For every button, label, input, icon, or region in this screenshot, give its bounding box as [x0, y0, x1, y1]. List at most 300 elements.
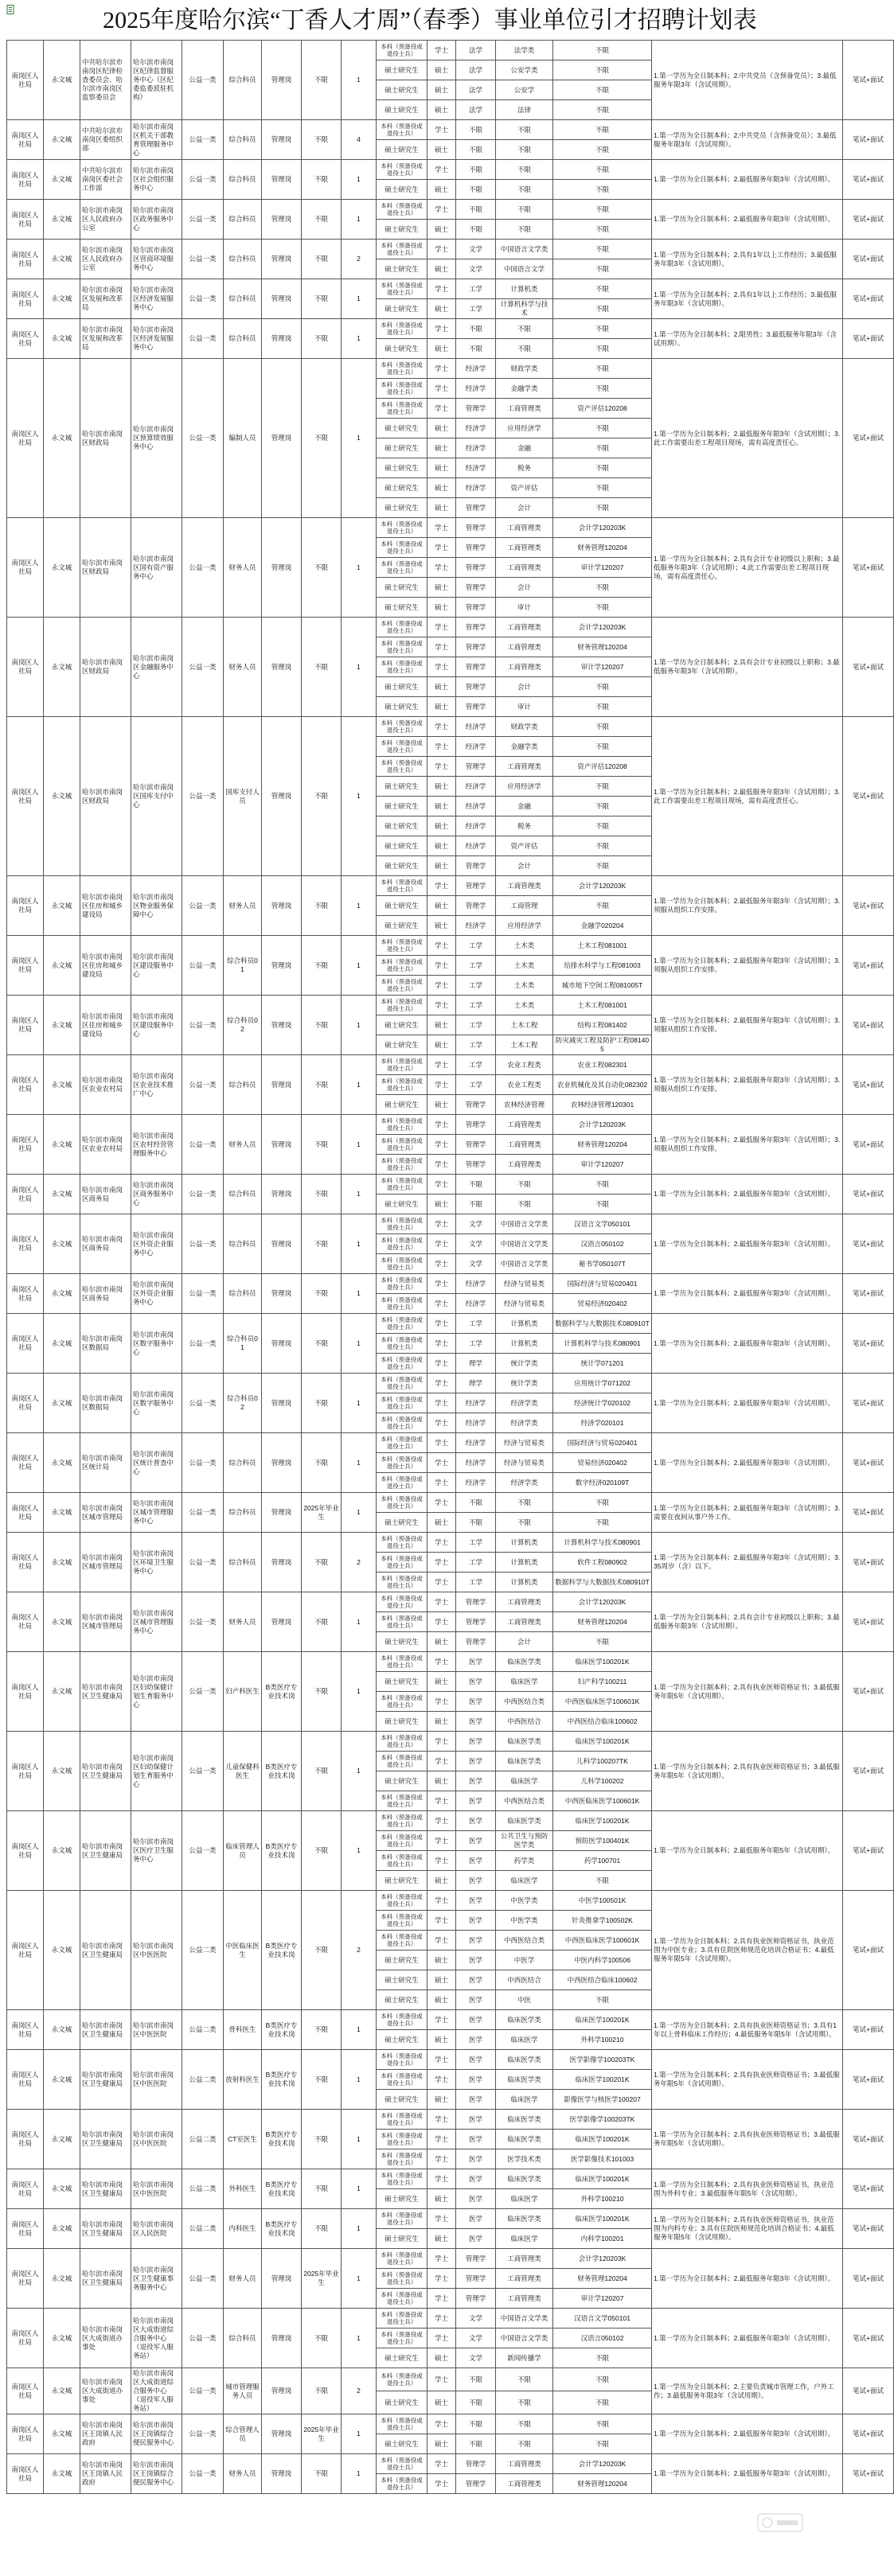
table-cell: 工学 [456, 1314, 496, 1334]
table-cell: 硕士研究生 [377, 1871, 427, 1891]
table-cell: 经济与贸易类 [496, 1274, 553, 1294]
table-cell: 统计学类 [496, 1354, 553, 1374]
table-cell: 笔试+面试 [843, 1732, 894, 1811]
table-cell: 土木类 [496, 956, 553, 976]
table-cell: 1 [342, 1732, 377, 1811]
table-cell: 笔试+面试 [843, 2249, 894, 2309]
table-cell: 不限 [553, 697, 652, 717]
table-cell: 硕士研究生 [377, 60, 427, 80]
table-cell: 本科（预备役或退役士兵） [377, 359, 427, 379]
table-cell: 本科（预备役或退役士兵） [377, 657, 427, 677]
table-cell: 审计学120207 [553, 1155, 652, 1175]
table-cell: 不限 [302, 359, 342, 518]
table-cell: 不限 [553, 578, 652, 598]
table-cell: 学士 [427, 2289, 456, 2309]
table-cell: 临床医学 [496, 2229, 553, 2249]
table-cell: 文学 [456, 240, 496, 259]
table-cell: 工商管理类 [496, 1155, 553, 1175]
table-cell: 不限 [553, 120, 652, 140]
table-cell: 公益一类 [182, 996, 224, 1055]
table-cell: 1 [342, 936, 377, 996]
table-cell: 1 [342, 200, 377, 240]
table-cell: 不限 [553, 200, 652, 220]
table-cell: 医学 [456, 2110, 496, 2130]
table-cell: 医学影像学100203TK [553, 2110, 652, 2130]
table-cell: 中西医临床医学100601K [553, 1791, 652, 1811]
table-cell: 计算机类 [496, 1553, 553, 1572]
table-cell: 临床医学类 [496, 1752, 553, 1771]
table-cell: 中医学 [496, 1951, 553, 1970]
table-cell: 不限 [553, 60, 652, 80]
table-cell: 南岗区人社局 [7, 319, 44, 359]
table-cell: 1.第一学历为全日制本科；2.具有1年以上工作经历；3.最低服务年限3年（含试用期）。 [652, 279, 843, 319]
table-cell: 硕士研究生 [377, 896, 427, 916]
table-cell: 管理学 [456, 2269, 496, 2289]
table-row [7, 2169, 894, 2189]
table-cell: 不限 [302, 1732, 342, 1811]
table-cell: 公共卫生与预防医学类 [496, 1831, 553, 1851]
table-cell: 1 [342, 1274, 377, 1314]
table-cell: 哈尔滨市南岗区数字服务中心 [131, 1374, 182, 1433]
table-cell: 硕士 [427, 797, 456, 816]
table-cell: 工商管理类 [496, 2269, 553, 2289]
table-cell: 中共哈尔滨市南岗区纪律检查委员会、哈尔滨市南岗区监察委员会 [80, 41, 131, 120]
table-cell: 哈尔滨市南岗区中医医院 [131, 2050, 182, 2110]
table-cell: 中西医结合类 [496, 1791, 553, 1811]
table-cell: 不限 [302, 1115, 342, 1175]
table-cell: 本科（预备役或退役士兵） [377, 1234, 427, 1254]
table-row [7, 359, 894, 379]
table-cell: 学士 [427, 2149, 456, 2169]
table-cell: 硕士研究生 [377, 856, 427, 876]
table-cell: 本科（预备役或退役士兵） [377, 1155, 427, 1175]
table-cell: 1 [342, 41, 377, 120]
table-cell: 哈尔滨市南岗区建设服务中心 [131, 936, 182, 996]
table-cell: 综合科员 [224, 1433, 262, 1493]
table-cell: 不限 [553, 359, 652, 379]
table-cell: 不限 [496, 120, 553, 140]
table-cell: 学士 [427, 1732, 456, 1752]
table-cell: 医学 [456, 1811, 496, 1831]
table-cell: 永文城 [44, 1493, 80, 1533]
table-cell: 临床医学100201K [553, 2010, 652, 2030]
table-cell: 学士 [427, 737, 456, 757]
table-cell: 南岗区人社局 [7, 2414, 44, 2454]
table-cell: 金融学类 [496, 379, 553, 399]
table-cell: 学士 [427, 2070, 456, 2090]
table-cell: 硕士 [427, 578, 456, 598]
table-cell: 不限 [302, 1533, 342, 1592]
table-cell: 本科（预备役或退役士兵） [377, 2368, 427, 2391]
table-cell: 公益一类 [182, 1115, 224, 1175]
table-cell: 公益一类 [182, 2414, 224, 2454]
table-cell: 财务管理120204 [553, 2269, 652, 2289]
table-cell: 综合管理人员 [224, 2414, 262, 2454]
table-cell: 哈尔滨市南岗区医疗卫生服务中心 [131, 1811, 182, 1891]
table-cell: 学士 [427, 717, 456, 737]
table-row [7, 2309, 894, 2329]
table-cell: 学士 [427, 2474, 456, 2494]
table-cell: 学士 [427, 1234, 456, 1254]
table-cell: 本科（预备役或退役士兵） [377, 1354, 427, 1374]
table-cell: 公安学 [496, 80, 553, 100]
table-cell: 本科（预备役或退役士兵） [377, 538, 427, 558]
table-cell: 本科（预备役或退役士兵） [377, 2209, 427, 2229]
table-cell: 工商管理类 [496, 1135, 553, 1155]
table-cell: 本科（预备役或退役士兵） [377, 1294, 427, 1314]
table-cell: 1.第一学历为全日制本科；2.最低服务年限3年（含试用期）。 [652, 2309, 843, 2368]
table-cell: 不限 [553, 498, 652, 518]
table-cell: 1.第一学历为全日制本科；2.最低服务年限3年（含试用期）；3.需要在夜间从事户外工作。 [652, 1493, 843, 1533]
table-cell: 本科（预备役或退役士兵） [377, 637, 427, 657]
table-cell: 哈尔滨市南岗区妇幼保健计划生育服务中心 [131, 1732, 182, 1811]
table-cell: 会计学120203K [553, 1592, 652, 1612]
table-cell: 医学 [456, 1951, 496, 1970]
table-cell: 经济学 [456, 737, 496, 757]
table-cell: 工商管理类 [496, 2249, 553, 2269]
table-cell: 笔试+面试 [843, 2010, 894, 2050]
table-cell: B类医疗专业技术岗 [262, 2050, 302, 2110]
table-cell: 硕士研究生 [377, 80, 427, 100]
table-cell: 资产评估120208 [553, 757, 652, 777]
table-cell: B类医疗专业技术岗 [262, 2010, 302, 2050]
table-cell: 外科学100210 [553, 2189, 652, 2209]
table-cell: 4 [342, 120, 377, 160]
table-cell: 药学类 [496, 1851, 553, 1871]
table-cell: 学士 [427, 2454, 456, 2474]
table-cell: 医学技术类 [496, 2149, 553, 2169]
table-cell: 经济学 [456, 1274, 496, 1294]
table-cell: 综合科员 [224, 1274, 262, 1314]
table-cell: 国际经济与贸易020401 [553, 1433, 652, 1453]
table-cell: 2025年毕业生 [302, 1493, 342, 1533]
table-cell: 医学 [456, 2169, 496, 2189]
table-cell: 1.第一学历为全日制本科；2.最低服务年限3年（含试用期）；3.此工作需要出差工程项目现场，需有高度责任心。 [652, 359, 843, 518]
table-cell: 管理学 [456, 538, 496, 558]
table-cell: 不限 [553, 379, 652, 399]
table-cell: 学士 [427, 558, 456, 578]
table-cell: 永文城 [44, 2454, 80, 2494]
table-row [7, 1811, 894, 1831]
table-cell: 硕士研究生 [377, 916, 427, 936]
table-cell: 硕士研究生 [377, 458, 427, 478]
table-cell: 硕士 [427, 1513, 456, 1533]
table-cell: 哈尔滨市南岗区卫生健康局 [80, 2010, 131, 2050]
table-cell: 笔试+面试 [843, 2050, 894, 2110]
table-cell: 哈尔滨市南岗区社会组织服务中心 [131, 160, 182, 200]
table-cell: 南岗区人社局 [7, 160, 44, 200]
table-cell: 不限 [553, 259, 652, 279]
table-cell: 1.第一学历为全日制本科；2.最低服务年限3年（含试用期）。 [652, 2414, 843, 2454]
table-cell: 不限 [496, 2434, 553, 2454]
table-cell: 经济学 [456, 1473, 496, 1493]
table-cell: 农业工程082301 [553, 1055, 652, 1075]
table-cell: 哈尔滨市南岗区卫生健康局 [80, 2050, 131, 2110]
table-cell: 中西医结合 [496, 1970, 553, 1990]
table-cell: 临床医学100201K [553, 2209, 652, 2229]
table-cell: 公益一类 [182, 1274, 224, 1314]
table-row [7, 876, 894, 896]
table-cell: 不限 [496, 220, 553, 240]
table-cell: 1.第一学历为全日制本科；2.具有执业医师资格证书；3.最低服务年限5年（含试用期）。 [652, 1652, 843, 1732]
table-cell: 审计学120207 [553, 657, 652, 677]
table-cell: 不限 [553, 160, 652, 180]
table-cell: 公益一类 [182, 240, 224, 279]
table-cell: 会计学120203K [553, 876, 652, 896]
table-cell: 1.第一学历为全日制本科；2.具有执业医师资格证书，执业范围为内科专业；3.具有住院医师规范化培训合格证书；4.最低服务年限5年（含试用期）。 [652, 2209, 843, 2249]
table-cell: 硕士 [427, 458, 456, 478]
table-cell: 硕士 [427, 478, 456, 498]
table-cell: 不限 [456, 319, 496, 339]
table-cell: 哈尔滨市南岗区农村经营管理服务中心 [131, 1115, 182, 1175]
table-cell: 不限 [456, 160, 496, 180]
table-row [7, 1274, 894, 1294]
table-cell: 临床医学类 [496, 1732, 553, 1752]
table-cell: 综合科员 [224, 1533, 262, 1592]
watermark-logo [756, 2511, 804, 2535]
table-cell: 中国语言文学 [496, 259, 553, 279]
table-cell: 永文城 [44, 1274, 80, 1314]
table-cell: 经济学 [456, 797, 496, 816]
table-cell: 税务 [496, 816, 553, 836]
table-cell: 工学 [456, 279, 496, 299]
page-title: 2025年度哈尔滨“丁香人才周”（春季）事业单位引才招聘计划表 [103, 7, 757, 33]
table-cell: 不限 [302, 2010, 342, 2050]
table-row [7, 936, 894, 956]
table-cell: 1.第一学历为全日制本科；2.最低服务年限3年（含试用期）。 [652, 1274, 843, 1314]
table-cell: 哈尔滨市南岗区纪律监督服务中心（区纪委监委派驻机构） [131, 41, 182, 120]
table-cell: 管理学 [456, 896, 496, 916]
table-cell: 工商管理类 [496, 2474, 553, 2494]
table-cell: 学士 [427, 1891, 456, 1911]
table-cell: 本科（预备役或退役士兵） [377, 2414, 427, 2434]
table-cell: 工学 [456, 1533, 496, 1553]
table-cell: 医学 [456, 1672, 496, 1692]
table-cell: 本科（预备役或退役士兵） [377, 737, 427, 757]
table-cell: 本科（预备役或退役士兵） [377, 1274, 427, 1294]
table-cell: 1 [342, 279, 377, 319]
table-cell: 本科（预备役或退役士兵） [377, 200, 427, 220]
table-row [7, 1732, 894, 1752]
table-cell: 医学 [456, 1771, 496, 1791]
table-cell: 公益一类 [182, 1433, 224, 1493]
table-cell: 学士 [427, 1533, 456, 1553]
table-cell: 公益一类 [182, 1493, 224, 1533]
table-cell: 本科（预备役或退役士兵） [377, 2130, 427, 2149]
table-row [7, 1592, 894, 1612]
table-cell: 经济与贸易类 [496, 1294, 553, 1314]
table-cell: 管理学 [456, 1115, 496, 1135]
table-cell: 管理学 [456, 2249, 496, 2269]
table-row [7, 2010, 894, 2030]
table-cell: 不限 [553, 2414, 652, 2434]
table-cell: 哈尔滨市南岗区国库支付中心 [131, 717, 182, 876]
table-cell: 硕士 [427, 259, 456, 279]
table-cell: 不限 [302, 717, 342, 876]
table-cell: 工商管理类 [496, 399, 553, 419]
table-body [7, 41, 894, 2494]
table-cell: 工学 [456, 996, 496, 1015]
table-cell: 南岗区人社局 [7, 2169, 44, 2209]
table-cell: 管理学 [456, 2454, 496, 2474]
table-cell: 综合科员 [224, 160, 262, 200]
table-cell: 硕士研究生 [377, 438, 427, 458]
table-cell: 外科学100210 [553, 2030, 652, 2050]
table-cell: 1.第一学历为全日制本科；2.最低服务年限3年（含试用期）；3.须服从组织工作安排。 [652, 1055, 843, 1115]
table-cell: 学士 [427, 359, 456, 379]
table-cell: 本科（预备役或退役士兵） [377, 2474, 427, 2494]
table-cell: 药学100701 [553, 1851, 652, 1871]
table-cell: 硕士 [427, 2090, 456, 2110]
table-cell: 哈尔滨市南岗区机关干部教育管理服务中心 [131, 120, 182, 160]
table-cell: 不限 [553, 41, 652, 60]
table-cell: 中医临床医生 [224, 1891, 262, 2010]
table-cell: 哈尔滨市南岗区卫生健康事务服务中心 [131, 2249, 182, 2309]
table-cell: 数据科学与大数据技术080910T [553, 1572, 652, 1592]
table-cell: 哈尔滨市南岗区数据局 [80, 1314, 131, 1374]
table-cell: 公益一类 [182, 2309, 224, 2368]
table-cell: 永文城 [44, 1055, 80, 1115]
table-cell: 本科（预备役或退役士兵） [377, 618, 427, 637]
table-cell: 硕士研究生 [377, 140, 427, 160]
table-cell: 经济学 [456, 717, 496, 737]
table-cell: 硕士 [427, 438, 456, 458]
table-cell: 1.第一学历为全日制本科；2.主要负责城市管理工作，户外工作；3.最低服务年限3年（含试用期）。 [652, 2368, 843, 2414]
table-cell: 经济学 [456, 1393, 496, 1413]
table-cell: 公益一类 [182, 1732, 224, 1811]
table-cell: 硕士研究生 [377, 1951, 427, 1970]
table-cell: 哈尔滨市南岗区发展和改革局 [80, 319, 131, 359]
table-cell: 硕士研究生 [377, 1015, 427, 1035]
table-cell: 学士 [427, 1374, 456, 1393]
table-cell: 医学 [456, 1931, 496, 1951]
table-cell: 工商管理类 [496, 558, 553, 578]
table-cell: 学士 [427, 1931, 456, 1951]
table-cell: 管理岗 [262, 996, 302, 1055]
table-cell: 工商管理类 [496, 757, 553, 777]
table-cell: 中国语言文学类 [496, 1214, 553, 1234]
table-cell: 土木工程081001 [553, 936, 652, 956]
table-cell: 南岗区人社局 [7, 518, 44, 618]
table-cell: 硕士 [427, 60, 456, 80]
table-cell: 南岗区人社局 [7, 1433, 44, 1493]
table-cell: 本科（预备役或退役士兵） [377, 2070, 427, 2090]
table-cell: 经济学 [456, 1294, 496, 1314]
table-cell: 公益二类 [182, 2050, 224, 2110]
table-cell: 不限 [553, 598, 652, 618]
table-cell: B类医疗专业技术岗 [262, 1652, 302, 1732]
table-cell: 影像医学与核医学100207 [553, 2090, 652, 2110]
table-cell: 学士 [427, 2010, 456, 2030]
table-cell: 医学 [456, 1891, 496, 1911]
table-cell: 南岗区人社局 [7, 1891, 44, 2010]
table-cell: 硕士研究生 [377, 2229, 427, 2249]
table-cell: 硕士研究生 [377, 1513, 427, 1533]
table-cell: 1.第一学历为全日制本科；2.最低服务年限3年（含试用期）；3.须服从组织工作安排。 [652, 1115, 843, 1175]
table-cell: 1 [342, 996, 377, 1055]
table-cell: 医学 [456, 1652, 496, 1672]
table-cell: 经济学020101 [553, 1413, 652, 1433]
table-cell: 管理学 [456, 856, 496, 876]
table-cell: 哈尔滨市南岗区政务服务中心 [131, 200, 182, 240]
table-cell: 医学 [456, 2130, 496, 2149]
table-cell: 硕士研究生 [377, 1194, 427, 1214]
table-cell: 工学 [456, 1015, 496, 1035]
table-cell: 南岗区人社局 [7, 1055, 44, 1115]
table-cell: 防灾减灾工程及防护工程081405 [553, 1035, 652, 1055]
table-cell: 不限 [553, 478, 652, 498]
table-cell: 不限 [302, 2454, 342, 2494]
table-cell: 硕士 [427, 1015, 456, 1035]
table-cell: 硕士研究生 [377, 816, 427, 836]
table-cell: 南岗区人社局 [7, 200, 44, 240]
table-cell: 公益一类 [182, 200, 224, 240]
table-cell: 本科（预备役或退役士兵） [377, 1732, 427, 1752]
table-cell: 医学 [456, 1712, 496, 1732]
table-cell: 管理岗 [262, 1274, 302, 1314]
table-cell: 硕士研究生 [377, 2030, 427, 2050]
table-cell: 1 [342, 2169, 377, 2209]
table-cell: 1 [342, 2249, 377, 2309]
table-cell: 哈尔滨市南岗区统计普查中心 [131, 1433, 182, 1493]
table-cell: 本科（预备役或退役士兵） [377, 2289, 427, 2309]
table-cell: 本科（预备役或退役士兵） [377, 2329, 427, 2348]
table-cell: 不限 [302, 2309, 342, 2368]
table-cell: 工学 [456, 1553, 496, 1572]
table-cell: 本科（预备役或退役士兵） [377, 1851, 427, 1871]
table-cell: 南岗区人社局 [7, 2010, 44, 2050]
table-cell: 硕士研究生 [377, 578, 427, 598]
table-cell: 硕士研究生 [377, 2090, 427, 2110]
table-cell: 硕士研究生 [377, 339, 427, 359]
table-cell: 临床医学100201K [553, 1811, 652, 1831]
table-cell: 硕士 [427, 299, 456, 319]
table-cell: 笔试+面试 [843, 1274, 894, 1314]
table-cell: 不限 [496, 1493, 553, 1513]
table-cell: 综合科员 [224, 41, 262, 120]
table-cell: 贸易经济020402 [553, 1453, 652, 1473]
table-cell: 永文城 [44, 1374, 80, 1433]
table-row [7, 1115, 894, 1135]
table-cell: 笔试+面试 [843, 1493, 894, 1533]
table-cell: 中医 [496, 1990, 553, 2010]
table-cell: 不限 [302, 1374, 342, 1433]
table-cell: 硕士 [427, 2229, 456, 2249]
table-cell: 哈尔滨市南岗区商务局 [80, 1214, 131, 1274]
table-cell: 本科（预备役或退役士兵） [377, 2309, 427, 2329]
table-cell: 儿科学100202 [553, 1771, 652, 1791]
table-cell: 南岗区人社局 [7, 1314, 44, 1374]
table-cell: 永文城 [44, 996, 80, 1055]
table-cell: 会计学120203K [553, 618, 652, 637]
table-cell: 永文城 [44, 240, 80, 279]
table-cell: 笔试+面试 [843, 1811, 894, 1891]
table-cell: 临床医学100201K [553, 2130, 652, 2149]
table-cell: 医学 [456, 1970, 496, 1990]
table-cell: 哈尔滨市南岗区卫生健康局 [80, 1652, 131, 1732]
table-cell: 学士 [427, 956, 456, 976]
table-cell: 医学 [456, 1692, 496, 1712]
table-cell: 不限 [302, 2050, 342, 2110]
table-cell: 南岗区人社局 [7, 1493, 44, 1533]
recruitment-plan-table [6, 40, 894, 2494]
table-cell: 财务管理120204 [553, 2474, 652, 2494]
table-cell: 不限 [553, 140, 652, 160]
table-cell: 资产评估120208 [553, 399, 652, 419]
table-cell: 硕士研究生 [377, 419, 427, 438]
table-cell: 1.第一学历为全日制本科；2.最低服务年限3年（含试用期）；3.须服从组织工作安排。 [652, 996, 843, 1055]
table-cell: 1 [342, 1175, 377, 1214]
